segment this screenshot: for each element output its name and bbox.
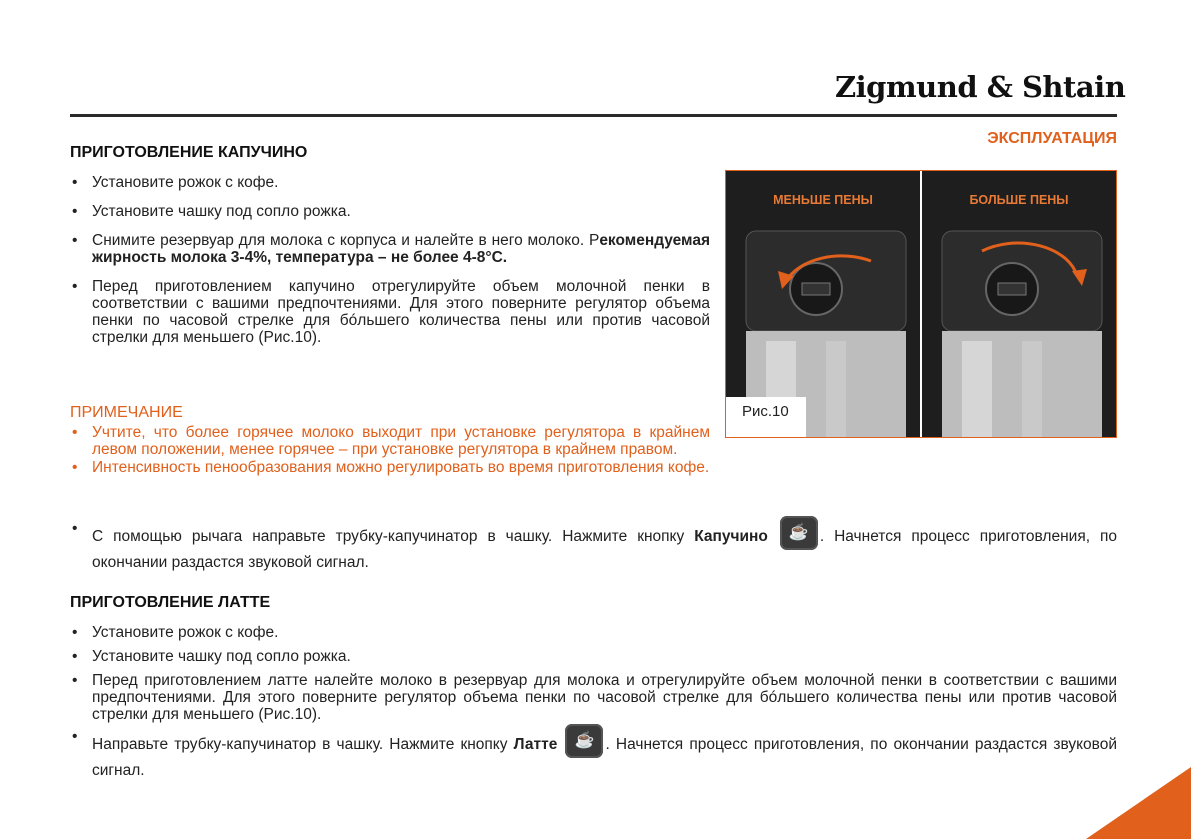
figure-caption-more: БОЛЬШЕ ПЕНЫ xyxy=(969,193,1069,207)
figure-label: Рис.10 xyxy=(726,397,806,437)
section-label: ЭКСПЛУАТАЦИЯ xyxy=(987,130,1117,147)
cappuccino-title: ПРИГОТОВЛЕНИЕ КАПУЧИНО xyxy=(70,144,308,161)
note-list xyxy=(70,424,710,476)
latte-button-icon: ☕ xyxy=(565,724,603,758)
latte-title: ПРИГОТОВЛЕНИЕ ЛАТТЕ xyxy=(70,594,271,611)
list-item: • Перед приготовлением латте налейте молоко в резервуар для молока и отрегулируйте объем молочной пенки в соответствии с вашими предпочтениями. Для этого поверните регулятор объема пенки по часовой стрелке для бóльшего количества пены или против часовой стрелки для меньшего (Рис.10). xyxy=(70,672,1117,723)
list-item: • Установите рожок с кофе. xyxy=(70,624,1117,641)
brand-logo: Zigmund & Shtain xyxy=(835,70,1126,104)
note-item: • Учтите, что более горячее молоко выходит при установке регулятора в крайнем левом положении, менее горячее – при установке регулятора в крайнем правом. xyxy=(70,424,710,458)
cappuccino-final-step xyxy=(70,520,1117,571)
list-item: • Снимите резервуар для молока с корпуса и налейте в него молоко. Рекомендуемая жирность молока 3-4%, температура – не более 4-8°C. xyxy=(70,232,710,266)
figure-10 xyxy=(725,170,1117,438)
cappuccino-button-icon: ☕ xyxy=(780,516,818,550)
list-item: • Установите чашку под сопло рожка. xyxy=(70,648,1117,665)
cappuccino-steps xyxy=(70,174,710,346)
list-item: • Направьте трубку-капучинатор в чашку. Нажмите кнопку Латте ☕ . Начнется процесс приготовления, по окончании раздастся звуковой сигнал. xyxy=(70,728,1117,779)
header-divider xyxy=(70,114,1117,117)
latte-steps xyxy=(70,624,1117,779)
figure-caption-less: МЕНЬШЕ ПЕНЫ xyxy=(773,193,873,207)
list-item: • Установите чашку под сопло рожка. xyxy=(70,203,710,220)
foam-dial-illustration xyxy=(922,171,1116,437)
note-item: • Интенсивность пенообразования можно регулировать во время приготовления кофе. xyxy=(70,459,710,476)
page-corner-decoration xyxy=(1086,767,1191,839)
list-item: • Установите рожок с кофе. xyxy=(70,174,710,191)
note-title: ПРИМЕЧАНИЕ xyxy=(70,404,183,421)
list-item: • С помощью рычага направьте трубку-капучинатор в чашку. Нажмите кнопку Капучино ☕ . Начнется процесс приготовления, по окончании раздастся звуковой сигнал. xyxy=(70,520,1117,571)
list-item: • Перед приготовлением капучино отрегулируйте объем молочной пенки в соответствии с вашими предпочтениями. Для этого поверните регулятор объема пенки по часовой стрелке для бóльшего количества пены или против часовой стрелки для меньшего (Рис.10). xyxy=(70,278,710,346)
figure-panel-more-foam xyxy=(922,171,1116,437)
